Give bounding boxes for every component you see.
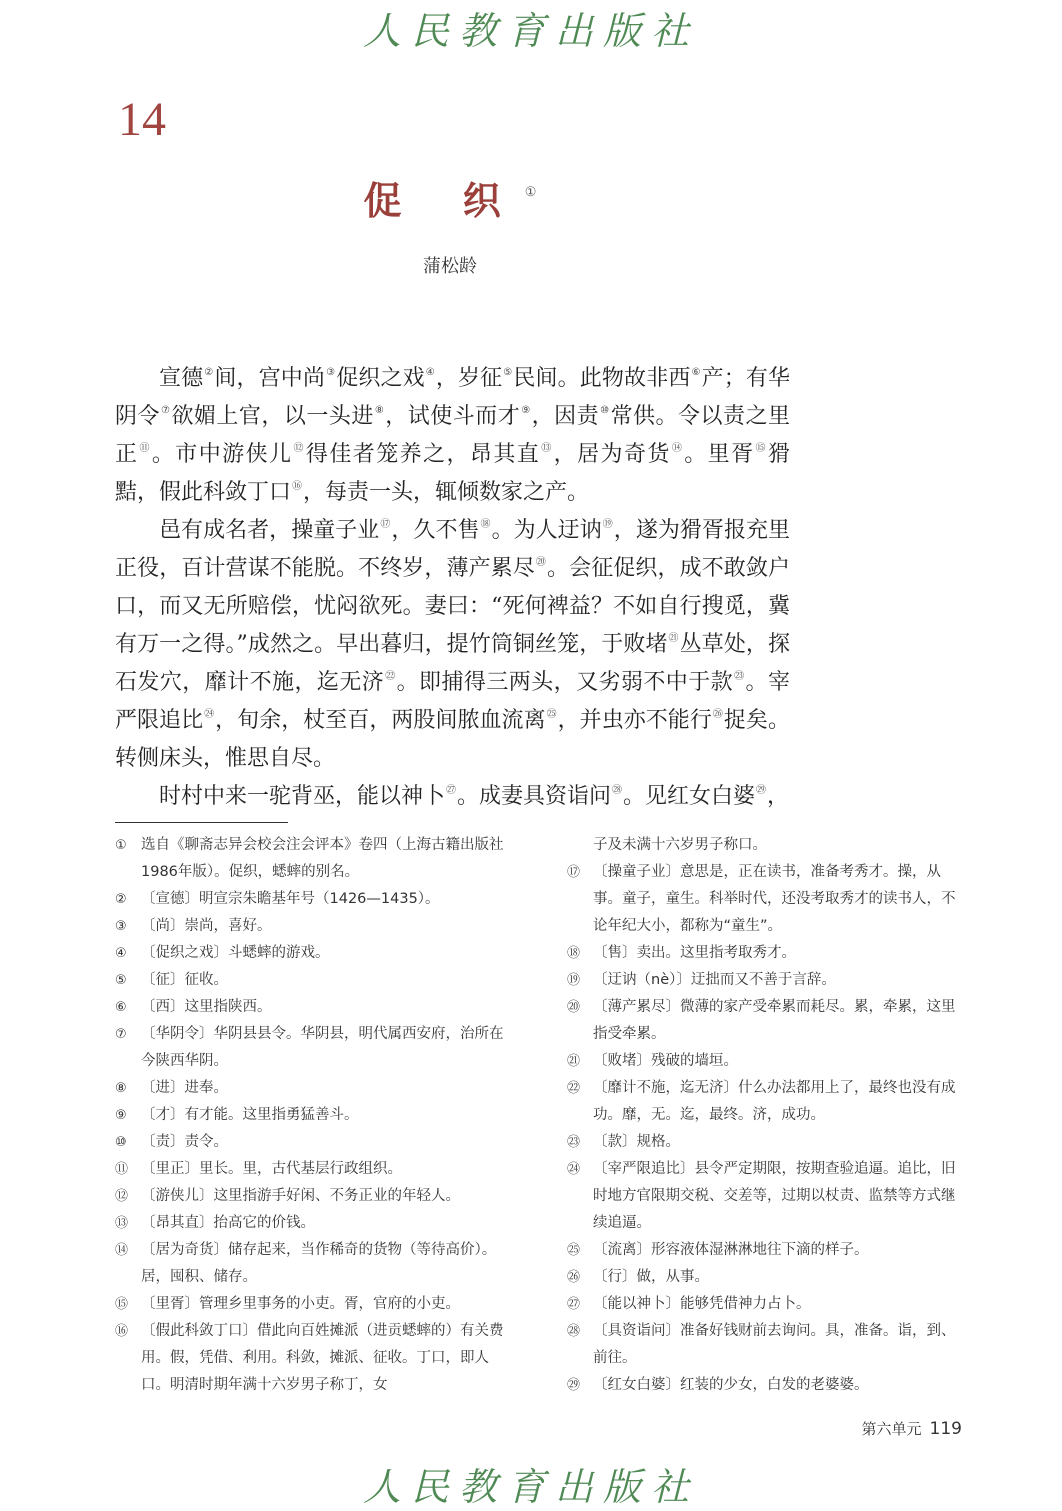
footnote-number — [567, 832, 593, 859]
footnote — [567, 994, 962, 1048]
text-run: 得佳者笼养之，昂其直 — [305, 442, 541, 467]
footnote-marker[interactable]: ⑱ — [480, 519, 491, 530]
footnote-text: 〔能以神卜〕能够凭借神力占卜。 — [593, 1296, 811, 1312]
footnotes-left-column — [115, 832, 515, 1399]
footnote-marker[interactable]: ⑯ — [292, 481, 303, 492]
text-run: ，因责 — [531, 404, 600, 429]
text-run: 。宰严限追比 — [115, 670, 790, 733]
title-text: 促 织 — [363, 178, 525, 223]
footnote-text: 〔里胥〕管理乡里事务的小吏。胥，官府的小吏。 — [141, 1296, 460, 1312]
footnote-number: ⑥ — [115, 1000, 127, 1015]
footnote-text: 〔进〕进奉。 — [141, 1080, 228, 1096]
footnote — [115, 1102, 515, 1129]
text-run: ，每责一头，辄倾数家之产。 — [303, 480, 590, 505]
text-run: 邑有成名者，操童子业 — [159, 518, 380, 543]
footnote-number: ㉒ — [567, 1081, 581, 1096]
footnote-marker[interactable]: ⑫ — [293, 443, 305, 454]
footnote-text: 〔败堵〕残破的墙垣。 — [593, 1053, 738, 1069]
footnote — [567, 1237, 962, 1264]
footnote-marker[interactable]: ⑨ — [521, 405, 531, 416]
footnote — [567, 940, 962, 967]
footnote-number: ㉑ — [567, 1054, 581, 1069]
footnote-marker[interactable]: ⑰ — [380, 519, 391, 530]
footnote-text: 〔西〕这里指陕西。 — [141, 999, 272, 1015]
footnote-text: 〔红女白婆〕红装的少女，白发的老婆婆。 — [593, 1377, 869, 1393]
footnote — [115, 913, 515, 940]
text-run: 。会征促织，成不敢敛户口，而又无所赔偿，忧闷欲死。妻曰：“死何裨益？不如自行搜觅，冀有万一之得。”成然之。早出暮归，提竹筒铜丝笼，于败堵 — [115, 556, 790, 657]
lesson-number: 14 — [118, 93, 166, 146]
footnote — [115, 1129, 515, 1156]
footnote-marker[interactable]: ③ — [326, 367, 336, 378]
footnote-text: 〔操童子业〕意思是，正在读书，准备考秀才。操，从事。童子，童生。科举时代，还没考取秀才的读书人，不论年纪大小，都称为“童生”。 — [593, 864, 956, 934]
footnote-text: 〔责〕责令。 — [141, 1134, 228, 1150]
footnote-number: ⑨ — [115, 1108, 127, 1123]
paragraph — [115, 778, 790, 816]
footnote-number: ⑦ — [115, 1027, 127, 1042]
text-run: 常供。令以责之里正 — [115, 404, 790, 467]
footnote-marker[interactable]: ⑤ — [503, 367, 513, 378]
text-run: 丛草处，探石发穴，靡计不施，迄无济 — [115, 632, 790, 695]
footnote-marker[interactable]: ⑬ — [541, 443, 553, 454]
footnote — [567, 1075, 962, 1129]
paragraph — [115, 512, 790, 778]
footnote-marker[interactable]: ⑮ — [755, 443, 767, 454]
footnote-number: ⑬ — [115, 1216, 129, 1231]
footnote-number: ㉙ — [567, 1378, 581, 1393]
footnote-marker[interactable]: ㉖ — [712, 709, 723, 720]
footnote-number: ⑭ — [115, 1243, 129, 1258]
footnote-marker[interactable]: ④ — [425, 367, 435, 378]
footnote-text: 〔假此科敛丁口〕借此向百姓摊派（进贡蟋蟀的）有关费用。假，凭借、利用。科敛，摊派、征收。丁口，即人口。明清时期年满十六岁男子称丁，女 — [141, 1323, 504, 1393]
main-text — [115, 360, 790, 816]
unit-label: 第六单元 — [861, 1420, 922, 1438]
text-run: 猾黠，假此科敛丁口 — [115, 442, 790, 505]
footnote-number: ⑰ — [567, 865, 581, 880]
text-run: 。为人迂讷 — [491, 518, 602, 543]
footnote-number: ㉗ — [567, 1297, 581, 1312]
footnote-text: 〔宰严限追比〕县令严定期限，按期查验追逼。追比，旧时地方官限期交税、交差等，过期以杖责、监禁等方式继续追逼。 — [593, 1161, 956, 1231]
footnote — [115, 967, 515, 994]
text-run: 间，宫中尚 — [214, 366, 326, 391]
footnote-text: 〔居为奇货〕储存起来，当作稀奇的货物（等待高价）。居，囤积、储存。 — [141, 1242, 497, 1285]
footnote-number: ⑳ — [567, 1000, 581, 1015]
footnote-number: ⑪ — [115, 1162, 129, 1177]
footnote — [115, 886, 515, 913]
text-run: 民间。此物故非西 — [513, 366, 691, 391]
footnote-text: 〔昂其直〕抬高它的价钱。 — [141, 1215, 315, 1231]
footnote — [567, 1372, 962, 1399]
footnote — [567, 832, 962, 859]
footnote — [115, 940, 515, 967]
footnote-text: 〔迂讷（nè）〕迂拙而又不善于言辞。 — [593, 972, 836, 988]
footnote-marker[interactable]: ㉒ — [385, 671, 396, 682]
text-run: ，并虫亦不能行 — [557, 708, 712, 733]
footnote-text: 〔靡计不施，迄无济〕什么办法都用上了，最终也没有成功。靡，无。迄，最终。济，成功。 — [593, 1080, 956, 1123]
text-run: 欲媚上官，以一头进 — [171, 404, 374, 429]
footnote — [567, 1264, 962, 1291]
footnote-marker[interactable]: ⑦ — [160, 405, 171, 416]
footnote — [567, 967, 962, 994]
text-run: 。见红女白婆 — [623, 784, 756, 809]
page-footer — [862, 1418, 962, 1439]
footnote — [115, 832, 515, 886]
footnote — [567, 1318, 962, 1372]
text-run: 宣德 — [159, 366, 204, 391]
footnote-number: ④ — [115, 946, 127, 961]
text-run: ，久不售 — [391, 518, 480, 543]
footnote-marker[interactable]: ㉑ — [668, 633, 679, 644]
text-run: 。市中游侠儿 — [151, 442, 293, 467]
footnote-text: 选自《聊斋志异会校会注会评本》卷四（上海古籍出版社1986年版）。促织，蟋蟀的别名。 — [141, 837, 504, 880]
footnote-text: 子及未满十六岁男子称口。 — [593, 837, 767, 853]
footnote-marker[interactable]: ⑩ — [600, 405, 610, 416]
footnote-number: ⑫ — [115, 1189, 129, 1204]
footnote — [115, 1156, 515, 1183]
footnote — [567, 1291, 962, 1318]
footnote-marker[interactable]: ㉙ — [756, 785, 767, 796]
footnote — [115, 1291, 515, 1318]
footnote — [567, 859, 962, 940]
footnote-marker[interactable]: ⑥ — [691, 367, 701, 378]
footnote — [567, 1048, 962, 1075]
footnote-text: 〔薄产累尽〕微薄的家产受牵累而耗尽。累，牵累，这里指受牵累。 — [593, 999, 956, 1042]
text-run: ， — [767, 784, 790, 809]
footnote-number: ⑧ — [115, 1081, 127, 1096]
footnote-number: ⑱ — [567, 946, 581, 961]
footnote-text: 〔才〕有才能。这里指勇猛善斗。 — [141, 1107, 359, 1123]
paragraph — [115, 360, 790, 512]
text-run: ，试使斗而才 — [385, 404, 521, 429]
author: 蒲松龄 — [423, 256, 477, 277]
footnote-number: ⑲ — [567, 973, 581, 988]
footnote-marker[interactable]: ⑧ — [374, 405, 385, 416]
footnote-text: 〔售〕卖出。这里指考取秀才。 — [593, 945, 796, 961]
footnote-marker[interactable]: ㉓ — [734, 671, 745, 682]
footnote-text: 〔华阴令〕华阴县县令。华阴县，明代属西安府，治所在今陕西华阴。 — [141, 1026, 504, 1069]
footnote-marker[interactable]: ㉘ — [612, 785, 623, 796]
footnote-marker[interactable]: ㉗ — [446, 785, 457, 796]
footnote — [115, 1318, 515, 1399]
footnote-text: 〔尚〕崇尚，喜好。 — [141, 918, 272, 934]
footnote-number: ② — [115, 892, 127, 907]
footnote-text: 〔流离〕形容液体湿淋淋地往下滴的样子。 — [593, 1242, 869, 1258]
footnote-number: ㉘ — [567, 1324, 581, 1339]
footnote-number: ㉖ — [567, 1270, 581, 1285]
text-run: 。即捕得三两头，又劣弱不中于款 — [396, 670, 734, 695]
footnote — [115, 1075, 515, 1102]
footnote-text: 〔游侠儿〕这里指游手好闲、不务正业的年轻人。 — [141, 1188, 460, 1204]
footnotes-right-column — [567, 832, 962, 1399]
text-run: 捉矣。转侧床头，惟思自尽。 — [115, 708, 790, 771]
footnote-number: ⑮ — [115, 1297, 129, 1312]
footnote-text: 〔具资诣问〕准备好钱财前去询问。具，准备。诣，到、前往。 — [593, 1323, 956, 1366]
text-run: ，遂为猾胥报充里正役，百计营谋不能脱。不终岁，薄产累尽 — [115, 518, 791, 581]
footnote-marker[interactable]: ⑲ — [602, 519, 613, 530]
footnote-marker[interactable]: ⑭ — [671, 443, 684, 454]
text-run: ，居为奇货 — [553, 442, 671, 467]
footnote-number: ㉔ — [567, 1162, 581, 1177]
text-run: 促织之戏 — [336, 366, 425, 391]
footnote-text: 〔里正〕里长。里，古代基层行政组织。 — [141, 1161, 402, 1177]
footnote-text: 〔促织之戏〕斗蟋蟀的游戏。 — [141, 945, 330, 961]
footnote-number: ③ — [115, 919, 127, 934]
footnote-text: 〔征〕征收。 — [141, 972, 228, 988]
text-run: 产；有华阴令 — [115, 366, 790, 429]
footnote-marker[interactable]: ⑪ — [139, 443, 151, 454]
text-run: ，旬余，杖至百，两股间脓血流离 — [215, 708, 546, 733]
footnote-number: ⑤ — [115, 973, 127, 988]
lesson-title — [0, 170, 900, 225]
title-footnote-mark: ① — [524, 185, 537, 200]
footnote-number: ㉕ — [567, 1243, 581, 1258]
footnote-divider — [115, 822, 288, 823]
footnote — [115, 1210, 515, 1237]
footnote — [567, 1156, 962, 1237]
footnote-number: ㉓ — [567, 1135, 581, 1150]
footnote-number: ⑩ — [115, 1135, 127, 1150]
footnote-number: ① — [115, 838, 127, 853]
footnote-text: 〔宣德〕明宣宗朱瞻基年号（1426—1435）。 — [141, 891, 440, 907]
footnote — [115, 994, 515, 1021]
publisher-logo-bottom: 人民教育出版社 — [362, 1465, 699, 1509]
footnote-text: 〔行〕做，从事。 — [593, 1269, 709, 1285]
text-run: ，岁征 — [435, 366, 503, 391]
footnote-marker[interactable]: ㉕ — [546, 709, 557, 720]
text-run: 。成妻具资诣问 — [457, 784, 612, 809]
footnote-text: 〔款〕规格。 — [593, 1134, 680, 1150]
footnote-marker[interactable]: ⑳ — [535, 557, 546, 568]
footnote-marker[interactable]: ㉔ — [204, 709, 215, 720]
footnote-marker[interactable]: ② — [204, 367, 214, 378]
text-run: 时村中来一驼背巫，能以神卜 — [159, 784, 446, 809]
publisher-logo-top: 人民教育出版社 — [362, 9, 699, 53]
footnote-number: ⑯ — [115, 1324, 129, 1339]
page-number: 119 — [929, 1419, 962, 1439]
footnote — [115, 1237, 515, 1291]
footnote — [115, 1183, 515, 1210]
text-run: 。里胥 — [684, 442, 755, 467]
footnote — [115, 1021, 515, 1075]
footnote — [567, 1129, 962, 1156]
